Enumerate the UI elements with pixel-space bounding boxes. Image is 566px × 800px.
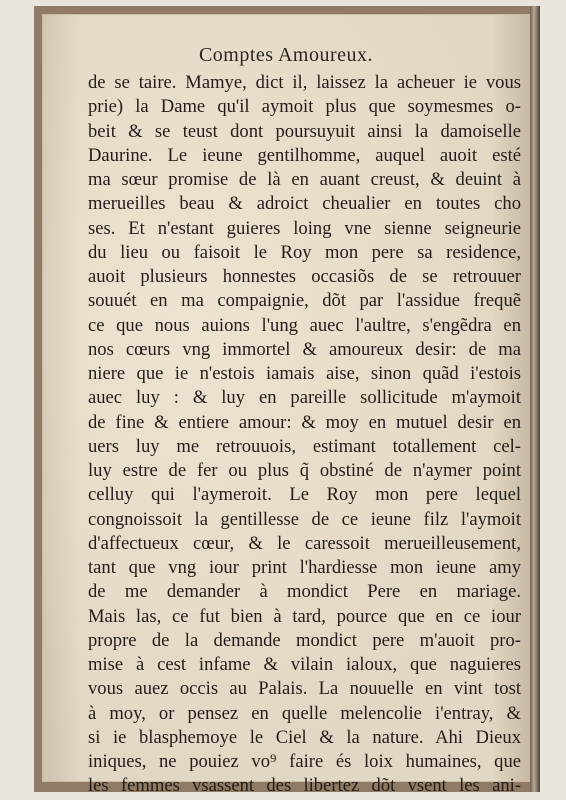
text-line: les femmes vsassent des libertez dõt vsent les ani- [88,775,521,797]
text-line: de se taire. Mamye, dict il, laissez la acheuer ie vous [88,72,521,93]
book-page [42,14,530,797]
text-line: luy estre de fer ou plus q̃ obstiné de n'aymer point [88,460,521,481]
text-line: Mais las, ce fut bien à tard, pource que en ce iour [88,605,521,627]
text-line: prie) la Dame qu'il aymoit plus que soymesmes o- [88,96,521,118]
text-line: mise à cest infame & vilain ialoux, que naguieres [88,654,521,675]
page-edge-stack [530,6,540,792]
text-line: Daurine. Le ieune gentilhomme, auquel auoit esté [88,144,521,166]
text-line: si ie blasphemoye le Ciel & la nature. Ahi Dieux [88,726,521,748]
running-head: Comptes Amoureux. [198,44,374,66]
text-line: ce que nous auions l'ung auec l'aultre, s'engẽdra en [88,314,521,336]
text-line: ma sœur promise de là en auant creust, & deuint à [88,169,521,190]
text-line: auoit plusieurs honnestes occasiõs de se retrouuer [88,266,521,287]
text-line: vous auez occis au Palais. La nouuelle en vint tost [88,678,521,700]
text-line: à moy, or pensez en quelle melencolie i'entray, & [88,702,521,724]
text-line: celluy qui l'aymeroit. Le Roy mon pere lequel [88,484,521,506]
text-line: uers luy me retrouuois, estimant totallement cel- [88,435,521,457]
text-line: auec luy : & luy en pareille sollicitude m'aymoit [88,387,521,409]
text-line: souuét en ma compaignie, dõt par l'assidue frequẽ [88,290,521,312]
text-line: tant que vng iour print l'hardiesse mon ieune amy [88,557,521,578]
body-text [88,71,521,799]
text-line: merueilles beau & adroict cheualier en toutes cho [88,193,521,215]
text-line: congnoissoit la gentillesse de ce ieune filz l'aymoit [88,508,521,530]
text-line: ses. Et n'estant guieres loing vne sienne seigneurie [88,217,521,239]
text-line: propre de la demande mondict pere m'auoit pro- [88,629,521,651]
text-line: du lieu ou faisoit le Roy mon pere sa residence, [88,241,521,263]
text-line: niere que ie n'estois iamais aise, sinon quãd i'estois [88,363,521,384]
text-line: de me demander à mondict Pere en mariage. [88,581,521,603]
text-line: iniques, ne pouiez vo⁹ faire és loix humaines, que [88,751,521,772]
text-line: nos cœurs vng immortel & amoureux desir: de ma [88,338,521,360]
text-line: d'affectueux cœur, & le caressoit merueilleusement, [88,532,521,554]
text-line: de fine & entiere amour: & moy en mutuel desir en [88,411,521,433]
text-line: beit & se teust dont poursuyuit ainsi la damoiselle [88,120,521,142]
